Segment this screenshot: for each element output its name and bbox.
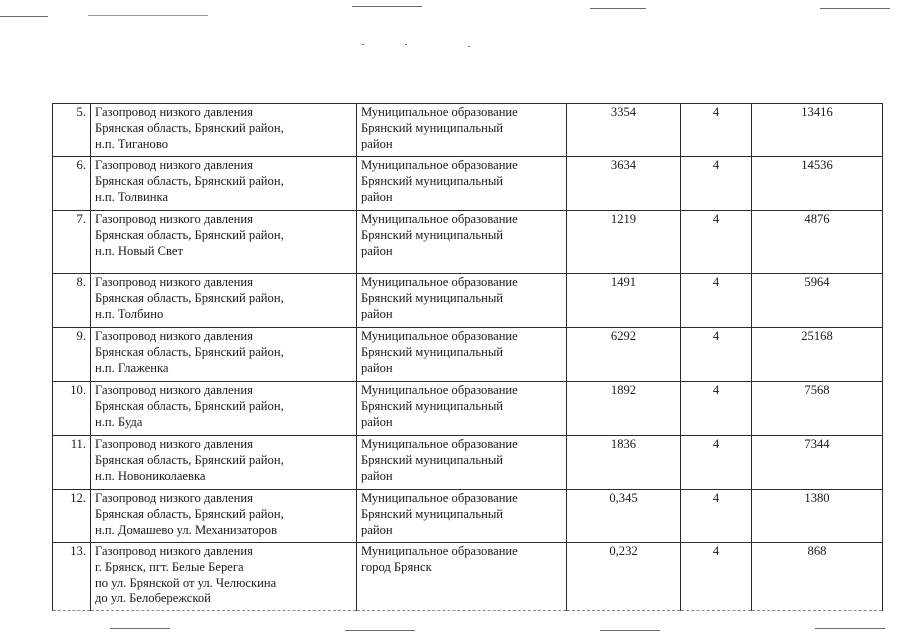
length-value: 0,232: [567, 543, 681, 611]
row-number: 9.: [53, 328, 91, 382]
row-number: 12.: [53, 490, 91, 543]
coefficient-value: 4: [681, 436, 752, 490]
length-value: 1892: [567, 382, 681, 436]
total-value: 4876: [752, 211, 883, 274]
table-row: [53, 328, 883, 382]
coefficient-value: 4: [681, 211, 752, 274]
owner: Муниципальное образование Брянский муниципальный район: [357, 490, 567, 543]
owner: Муниципальное образование Брянский муниципальный район: [357, 104, 567, 157]
row-number: 11.: [53, 436, 91, 490]
pipeline-name: Газопровод низкого давления Брянская область, Брянский район, н.п. Тиганово: [91, 104, 357, 157]
owner: Муниципальное образование Брянский муниципальный район: [357, 328, 567, 382]
length-value: 3354: [567, 104, 681, 157]
owner: Муниципальное образование город Брянск: [357, 543, 567, 611]
total-value: 5964: [752, 274, 883, 328]
table-row: [53, 274, 883, 328]
owner: Муниципальное образование Брянский муниципальный район: [357, 211, 567, 274]
pipeline-name: Газопровод низкого давления Брянская область, Брянский район, н.п. Домашево ул. Механизаторов: [91, 490, 357, 543]
total-value: 1380: [752, 490, 883, 543]
row-number: 6.: [53, 157, 91, 211]
table-row: [53, 211, 883, 274]
owner: Муниципальное образование Брянский муниципальный район: [357, 436, 567, 490]
pipeline-name: Газопровод низкого давления Брянская область, Брянский район, н.п. Новый Свет: [91, 211, 357, 274]
pipeline-name: Газопровод низкого давления Брянская область, Брянский район, н.п. Глаженка: [91, 328, 357, 382]
length-value: 1491: [567, 274, 681, 328]
owner: Муниципальное образование Брянский муниципальный район: [357, 157, 567, 211]
pipeline-name: Газопровод низкого давления Брянская область, Брянский район, н.п. Новониколаевка: [91, 436, 357, 490]
table-row: [53, 157, 883, 211]
coefficient-value: 4: [681, 490, 752, 543]
total-value: 13416: [752, 104, 883, 157]
length-value: 0,345: [567, 490, 681, 543]
pipeline-name: Газопровод низкого давления Брянская область, Брянский район, н.п. Толвинка: [91, 157, 357, 211]
row-number: 7.: [53, 211, 91, 274]
pipeline-name: Газопровод низкого давления Брянская область, Брянский район, н.п. Толбино: [91, 274, 357, 328]
coefficient-value: 4: [681, 328, 752, 382]
coefficient-value: 4: [681, 157, 752, 211]
gas-pipeline-table: [52, 103, 883, 611]
coefficient-value: 4: [681, 104, 752, 157]
row-number: 8.: [53, 274, 91, 328]
length-value: 1836: [567, 436, 681, 490]
row-number: 10.: [53, 382, 91, 436]
owner: Муниципальное образование Брянский муниципальный район: [357, 382, 567, 436]
table-row: [53, 104, 883, 157]
length-value: 1219: [567, 211, 681, 274]
owner: Муниципальное образование Брянский муниципальный район: [357, 274, 567, 328]
pipeline-name: Газопровод низкого давления г. Брянск, пгт. Белые Берега по ул. Брянской от ул. Челюскина до ул. Белобережской: [91, 543, 357, 611]
total-value: 7344: [752, 436, 883, 490]
coefficient-value: 4: [681, 543, 752, 611]
total-value: 868: [752, 543, 883, 611]
table-row: [53, 382, 883, 436]
table-row: [53, 436, 883, 490]
pipeline-name: Газопровод низкого давления Брянская область, Брянский район, н.п. Буда: [91, 382, 357, 436]
row-number: 5.: [53, 104, 91, 157]
coefficient-value: 4: [681, 274, 752, 328]
length-value: 3634: [567, 157, 681, 211]
total-value: 7568: [752, 382, 883, 436]
coefficient-value: 4: [681, 382, 752, 436]
total-value: 25168: [752, 328, 883, 382]
table-row: [53, 490, 883, 543]
length-value: 6292: [567, 328, 681, 382]
table-row: [53, 543, 883, 611]
row-number: 13.: [53, 543, 91, 611]
total-value: 14536: [752, 157, 883, 211]
